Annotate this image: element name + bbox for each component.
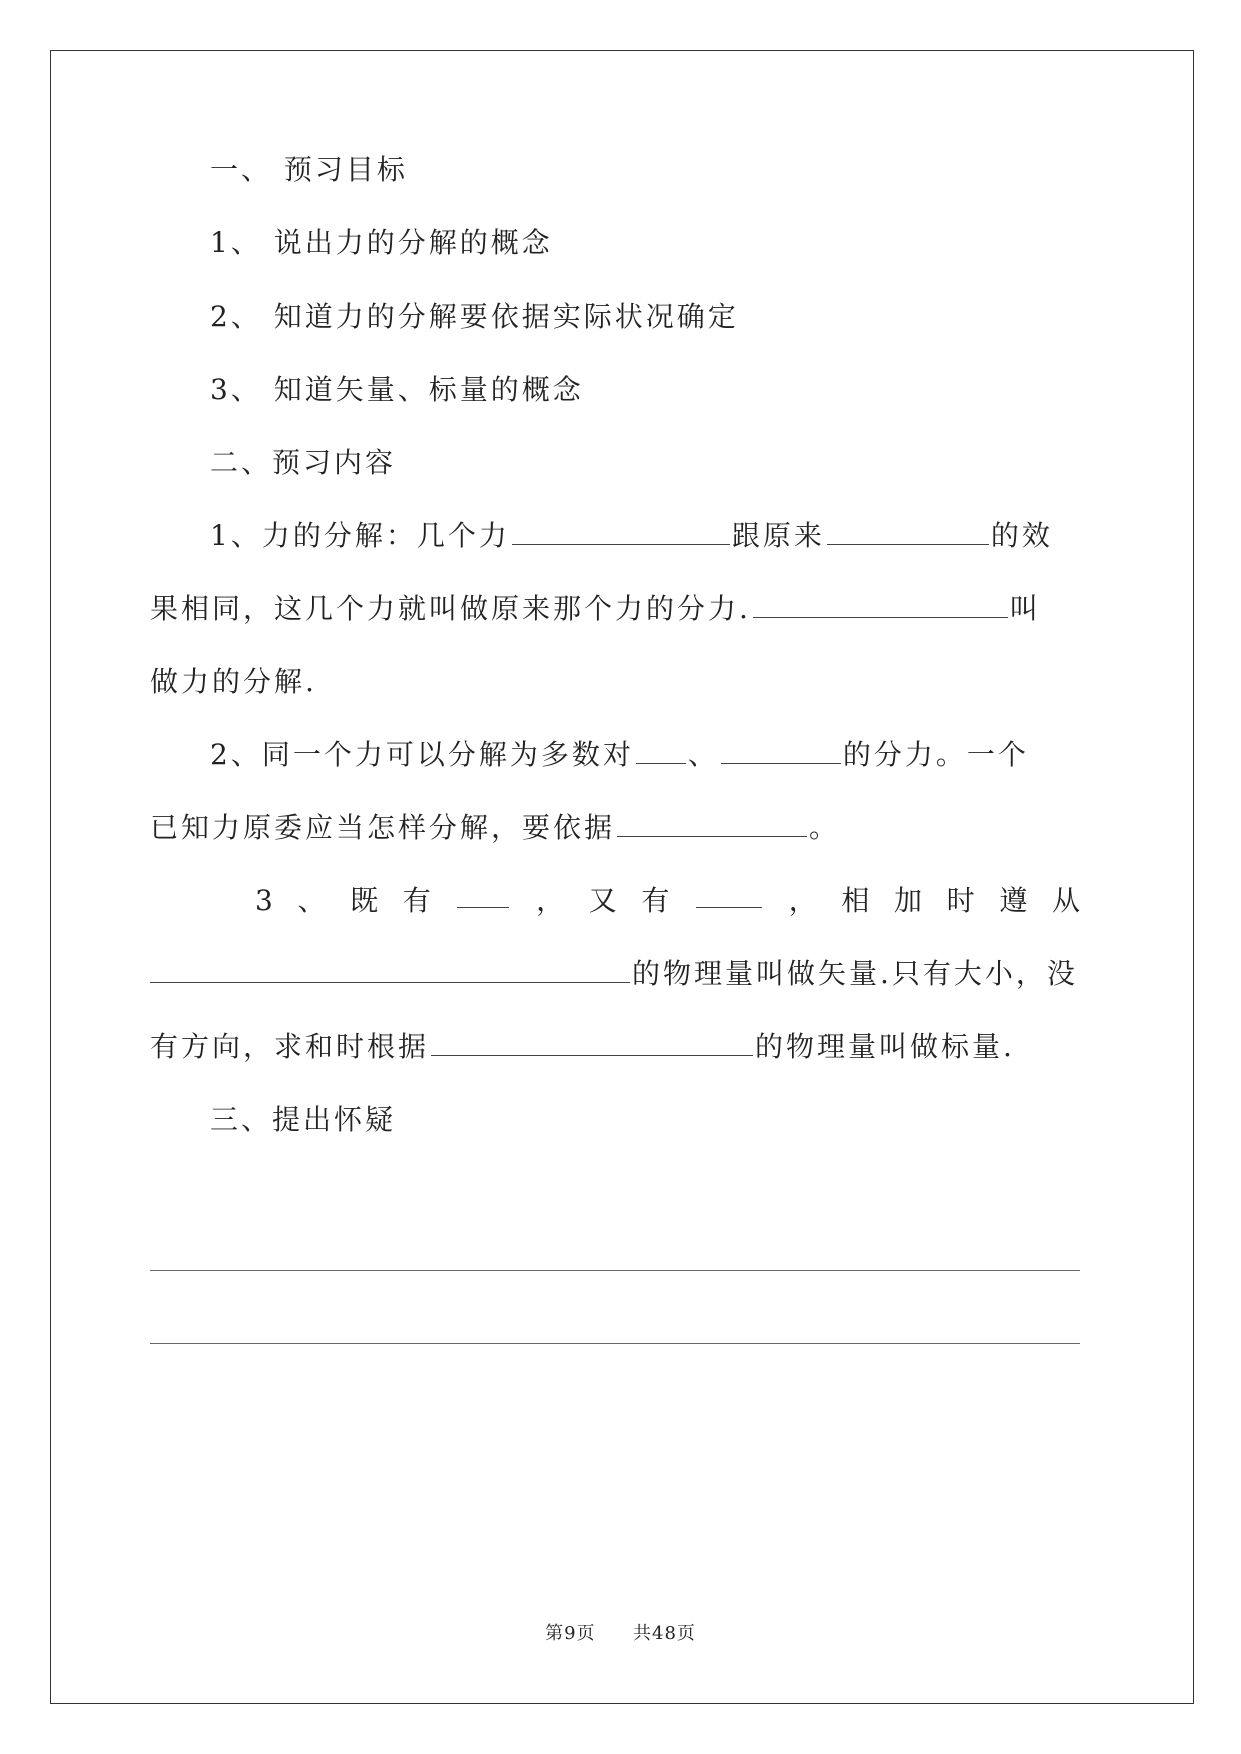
q2-text-3: 的分力。一个 — [842, 738, 1029, 771]
q2-text-4: 已知力原委应当怎样分解，要依据 — [150, 811, 616, 844]
q3-word-4: 有 — [402, 884, 431, 917]
q3-word-7: 有 — [641, 884, 670, 917]
question-3-line-2 — [150, 954, 1080, 994]
q1-text-4: 果相同，这几个力就叫做原来那个力的分力. — [150, 592, 751, 625]
q3-word-3: 既 — [350, 884, 379, 917]
page-footer — [0, 1622, 1241, 1646]
question-3-line-1 — [255, 881, 1080, 921]
q3-word-6: 又 — [588, 884, 617, 917]
q3-blank-4[interactable] — [431, 1029, 753, 1056]
question-2-line-1 — [210, 735, 1080, 775]
q1-text-2: 跟原来 — [731, 519, 825, 552]
page-number: 第9页 — [545, 1623, 596, 1644]
q2-blank-2[interactable] — [721, 737, 841, 764]
q3-word-12: 遵 — [999, 884, 1028, 917]
q3-word-13: 从 — [1051, 884, 1080, 917]
q1-text-5: 叫 — [1009, 592, 1041, 625]
q3-text-2: 有方向，求和时根据 — [150, 1030, 430, 1063]
q2-blank-3[interactable] — [617, 810, 807, 837]
goal-item-3: 3、 知道矢量、标量的概念 — [210, 373, 584, 406]
answer-line-2[interactable] — [150, 1343, 1080, 1344]
section-heading-questions: 三、提出怀疑 — [210, 1103, 397, 1136]
q2-text-5: 。 — [809, 811, 841, 844]
question-3-line-3 — [150, 1027, 1080, 1067]
q1-text-3: 的效 — [990, 519, 1053, 552]
goal-item-1: 1、 说出力的分解的概念 — [210, 226, 553, 259]
question-1-line-2 — [150, 589, 1080, 629]
page-total: 共48页 — [633, 1623, 696, 1644]
q2-text-1: 2、同一个力可以分解为多数对 — [210, 738, 634, 771]
question-1-line-1 — [210, 516, 1080, 556]
q3-text-3: 的物理量叫做标量. — [755, 1030, 1015, 1063]
q3-blank-3[interactable] — [150, 956, 630, 983]
section-heading-content: 二、预习内容 — [210, 446, 397, 479]
q1-blank-1[interactable] — [512, 518, 730, 545]
answer-line-1[interactable] — [150, 1270, 1080, 1271]
question-2-line-2 — [150, 808, 1080, 848]
q3-word-2: 、 — [297, 884, 326, 917]
q1-blank-2[interactable] — [827, 518, 989, 545]
q3-blank-1[interactable] — [457, 881, 509, 908]
goal-item-2: 2、 知道力的分解要依据实际状况确定 — [210, 300, 739, 333]
q3-word-5: ， — [536, 884, 565, 917]
q3-word-10: 加 — [894, 884, 923, 917]
q2-blank-1[interactable] — [636, 737, 686, 764]
q1-blank-3[interactable] — [753, 591, 1008, 618]
section-heading-goals: 一、 预习目标 — [210, 153, 408, 186]
q3-word-8: ， — [788, 884, 817, 917]
q3-word-11: 时 — [946, 884, 975, 917]
q3-blank-2[interactable] — [696, 881, 762, 908]
question-1-line-3: 做力的分解. — [150, 665, 317, 698]
q3-word-9: 相 — [841, 884, 870, 917]
q3-text-1: 的物理量叫做矢量.只有大小，没 — [632, 957, 1078, 990]
q3-word-1: 3 — [255, 884, 273, 917]
q1-text-1: 1、力的分解：几个力 — [210, 519, 510, 552]
q2-text-2: 、 — [687, 738, 719, 771]
